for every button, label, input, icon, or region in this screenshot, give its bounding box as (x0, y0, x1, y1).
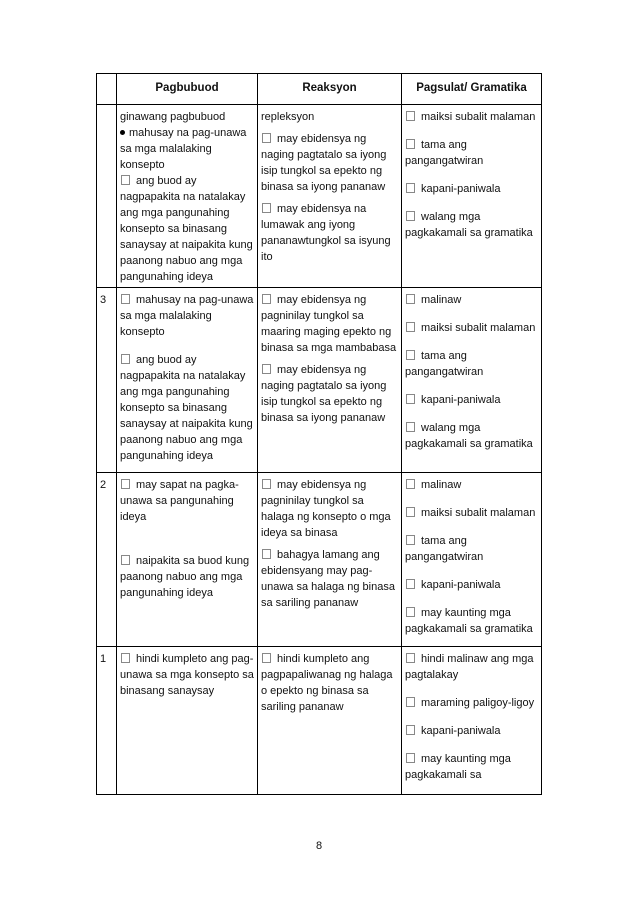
criterion-text: bahagya lamang ang ebidensyang may pag-unawa sa halaga ng binasa sa sariling pananaw (261, 549, 395, 609)
criterion-text: tama ang pangangatwiran (405, 535, 484, 563)
criterion-text: kapani-paniwala (421, 394, 501, 406)
checkbox-icon (406, 579, 415, 589)
pagbubuod-cell (117, 105, 258, 288)
reaksyon-cell (258, 105, 402, 288)
criterion-text: kapani-paniwala (421, 579, 501, 591)
header-row (97, 74, 542, 105)
checkbox-icon (121, 479, 130, 489)
checkbox-icon (406, 422, 415, 432)
criterion-text: tama ang pangangatwiran (405, 139, 484, 167)
gramatika-cell (402, 473, 542, 647)
criterion-text: mahusay na pag-unawa sa mga malalaking konsepto (120, 127, 247, 171)
criterion-item (120, 109, 255, 125)
criterion-text: mahusay na pag-unawa sa mga malalaking konsepto (120, 294, 254, 338)
criterion-item (405, 577, 539, 593)
gramatika-cell (402, 647, 542, 795)
criterion-item (405, 109, 539, 125)
checkbox-icon (406, 535, 415, 545)
criterion-text: hindi malinaw ang mga pagtalakay (405, 653, 534, 681)
rubric-table (96, 73, 542, 795)
criterion-item (405, 137, 539, 169)
criterion-item (405, 392, 539, 408)
criterion-item (261, 201, 399, 265)
checkbox-icon (262, 133, 271, 143)
criterion-text: ginawang pagbubuod (120, 111, 226, 123)
criterion-item (261, 651, 399, 715)
criterion-item (120, 173, 255, 285)
criterion-item (405, 695, 539, 711)
criterion-text: walang mga pagkakamali sa gramatika (405, 422, 533, 450)
criterion-item (120, 477, 255, 525)
checkbox-icon (406, 211, 415, 221)
score-cell: 2 (97, 473, 117, 647)
pagbubuod-cell (117, 647, 258, 795)
checkbox-icon (121, 653, 130, 663)
checkbox-icon (406, 294, 415, 304)
criterion-item (120, 553, 255, 601)
checkbox-icon (262, 549, 271, 559)
header-reaksyon: Reaksyon (258, 74, 402, 105)
gramatika-cell (402, 105, 542, 288)
header-gramatika: Pagsulat/ Gramatika (402, 74, 542, 105)
checkbox-icon (406, 607, 415, 617)
checkbox-icon (406, 697, 415, 707)
criterion-text: may kaunting mga pagkakamali sa (405, 753, 511, 781)
criterion-item (405, 292, 539, 308)
criterion-item (405, 651, 539, 683)
criterion-text: may kaunting mga pagkakamali sa gramatika (405, 607, 533, 635)
criterion-text: naipakita sa buod kung paanong nabuo ang mga pangunahing ideya (120, 555, 250, 599)
criterion-text: kapani-paniwala (421, 183, 501, 195)
checkbox-icon (406, 183, 415, 193)
reaksyon-cell (258, 647, 402, 795)
checkbox-icon (406, 479, 415, 489)
gramatika-cell (402, 288, 542, 473)
criterion-item (405, 209, 539, 241)
page-number: 8 (315, 840, 323, 852)
criterion-item (405, 533, 539, 565)
criterion-item (405, 181, 539, 197)
reaksyon-cell (258, 473, 402, 647)
score-cell (97, 105, 117, 288)
criterion-item (261, 131, 399, 195)
criterion-text: maiksi subalit malaman (421, 507, 536, 519)
criterion-item (120, 352, 255, 464)
score-cell: 1 (97, 647, 117, 795)
checkbox-icon (406, 507, 415, 517)
checkbox-icon (262, 364, 271, 374)
table-row (97, 105, 542, 288)
checkbox-icon (262, 294, 271, 304)
criterion-text: malinaw (421, 294, 462, 306)
criterion-item (261, 109, 399, 125)
criterion-item (405, 348, 539, 380)
checkbox-icon (406, 111, 415, 121)
criterion-text: maiksi subalit malaman (421, 111, 536, 123)
checkbox-icon (406, 725, 415, 735)
criterion-item (120, 651, 255, 699)
pagbubuod-cell (117, 473, 258, 647)
table-row (97, 647, 542, 795)
header-pagbubuod: Pagbubuod (117, 74, 258, 105)
checkbox-icon (406, 322, 415, 332)
checkbox-icon (262, 203, 271, 213)
pagbubuod-cell (117, 288, 258, 473)
criterion-item (405, 751, 539, 783)
criterion-text: malinaw (421, 479, 462, 491)
table-row (97, 473, 542, 647)
checkbox-icon (121, 354, 130, 364)
criterion-text: tama ang pangangatwiran (405, 350, 484, 378)
criterion-text: hindi kumpleto ang pagpapaliwanag ng halaga o epekto ng binasa sa sariling pananaw (261, 653, 393, 713)
criterion-text: kapani-paniwala (421, 725, 501, 737)
criterion-item (261, 547, 399, 611)
checkbox-icon (406, 653, 415, 663)
checkbox-icon (406, 139, 415, 149)
checkbox-icon (121, 294, 130, 304)
criterion-text: ang buod ay nagpapakita na natalakay ang mga pangunahing konsepto sa binasang sanaysay at naipakita kung paanong nabuo ang mga pangunahing ideya (120, 175, 253, 283)
checkbox-icon (262, 653, 271, 663)
criterion-text: may ebidensya na lumawak ang iyong pananawtungkol sa isyung ito (261, 203, 391, 263)
checkbox-icon (262, 479, 271, 489)
criterion-text: may ebidensya ng pagninilay tungkol sa maaring maging epekto ng binasa sa mga mambabasa (261, 294, 397, 354)
checkbox-icon (121, 175, 130, 185)
criterion-text: maraming paligoy-ligoy (421, 697, 535, 709)
criterion-text: walang mga pagkakamali sa gramatika (405, 211, 533, 239)
criterion-text: may ebidensya ng naging pagtatalo sa iyong isip tungkol sa epekto ng binasa sa iyong pananaw (261, 133, 387, 193)
checkbox-icon (121, 555, 130, 565)
criterion-text: may ebidensya ng pagninilay tungkol sa halaga ng konsepto o mga ideya sa binasa (261, 479, 391, 539)
criterion-text: may ebidensya ng naging pagtatalo sa iyong isip tungkol sa epekto ng binasa sa iyong pananaw (261, 364, 387, 424)
criterion-text: repleksyon (261, 111, 315, 123)
criterion-item (405, 505, 539, 521)
criterion-text: hindi kumpleto ang pag-unawa sa mga konsepto sa binasang sanaysay (120, 653, 254, 697)
checkbox-icon (406, 350, 415, 360)
criterion-item (405, 420, 539, 452)
reaksyon-cell (258, 288, 402, 473)
criterion-text: ang buod ay nagpapakita na natalakay ang mga pangunahing konsepto sa binasang sanaysay at naipakita kung paanong nabuo ang mga pangunahing ideya (120, 354, 253, 462)
criterion-item (405, 320, 539, 336)
checkbox-icon (406, 753, 415, 763)
criterion-item (261, 292, 399, 356)
criterion-text: may sapat na pagka-unawa sa pangunahing ideya (120, 479, 239, 523)
criterion-item (405, 477, 539, 493)
table-row (97, 288, 542, 473)
score-cell: 3 (97, 288, 117, 473)
bullet-icon (120, 130, 125, 135)
criterion-item (120, 125, 255, 173)
criterion-text: maiksi subalit malaman (421, 322, 536, 334)
header-score (97, 74, 117, 105)
criterion-item (120, 292, 255, 340)
criterion-item (405, 605, 539, 637)
criterion-item (261, 477, 399, 541)
checkbox-icon (406, 394, 415, 404)
criterion-item (405, 723, 539, 739)
criterion-item (261, 362, 399, 426)
